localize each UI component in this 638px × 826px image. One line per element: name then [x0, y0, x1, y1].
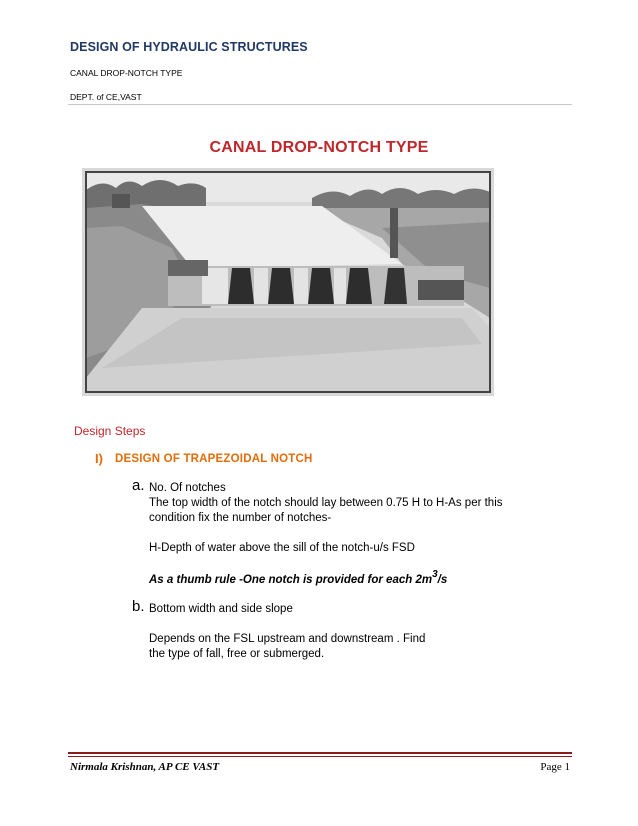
part-marker: I) — [95, 451, 103, 466]
thumb-rule-unit: /s — [437, 573, 448, 586]
item-b-line1: Depends on the FSL upstream and downstream . Find — [149, 633, 426, 645]
part-heading: DESIGN OF TRAPEZOIDAL NOTCH — [115, 453, 313, 465]
canal-drop-photo — [82, 168, 494, 396]
item-a-marker: a. — [132, 477, 145, 494]
header-subtitle: CANAL DROP-NOTCH TYPE — [70, 68, 183, 78]
canal-drop-photo-image — [82, 168, 494, 396]
footer-divider — [68, 752, 572, 754]
footer-divider-thin — [68, 756, 572, 757]
header-title: DESIGN OF HYDRAULIC STRUCTURES — [70, 40, 308, 54]
item-a-note: H-Depth of water above the sill of the notch-u/s FSD — [149, 542, 415, 554]
header-dept: DEPT. of CE,VAST — [70, 92, 142, 102]
item-b-line2: the type of fall, free or submerged. — [149, 648, 325, 660]
footer-author: Nirmala Krishnan, AP CE VAST — [70, 761, 220, 773]
item-a-thumb-rule — [149, 568, 447, 588]
footer-page-number: Page 1 — [540, 761, 570, 773]
header-divider — [68, 104, 572, 105]
item-a-line1: The top width of the notch should lay between 0.75 H to H-As per this — [149, 497, 503, 509]
item-a-title: No. Of notches — [149, 482, 226, 494]
item-b-title: Bottom width and side slope — [149, 603, 293, 615]
document-title: CANAL DROP-NOTCH TYPE — [209, 139, 429, 156]
section-heading: Design Steps — [74, 424, 146, 438]
thumb-rule-superscript: 3 — [432, 569, 438, 580]
thumb-rule-text: As a thumb rule -One notch is provided for each 2m — [149, 573, 433, 586]
item-b-marker: b. — [132, 598, 145, 615]
item-a-line2: condition fix the number of notches- — [149, 512, 332, 524]
